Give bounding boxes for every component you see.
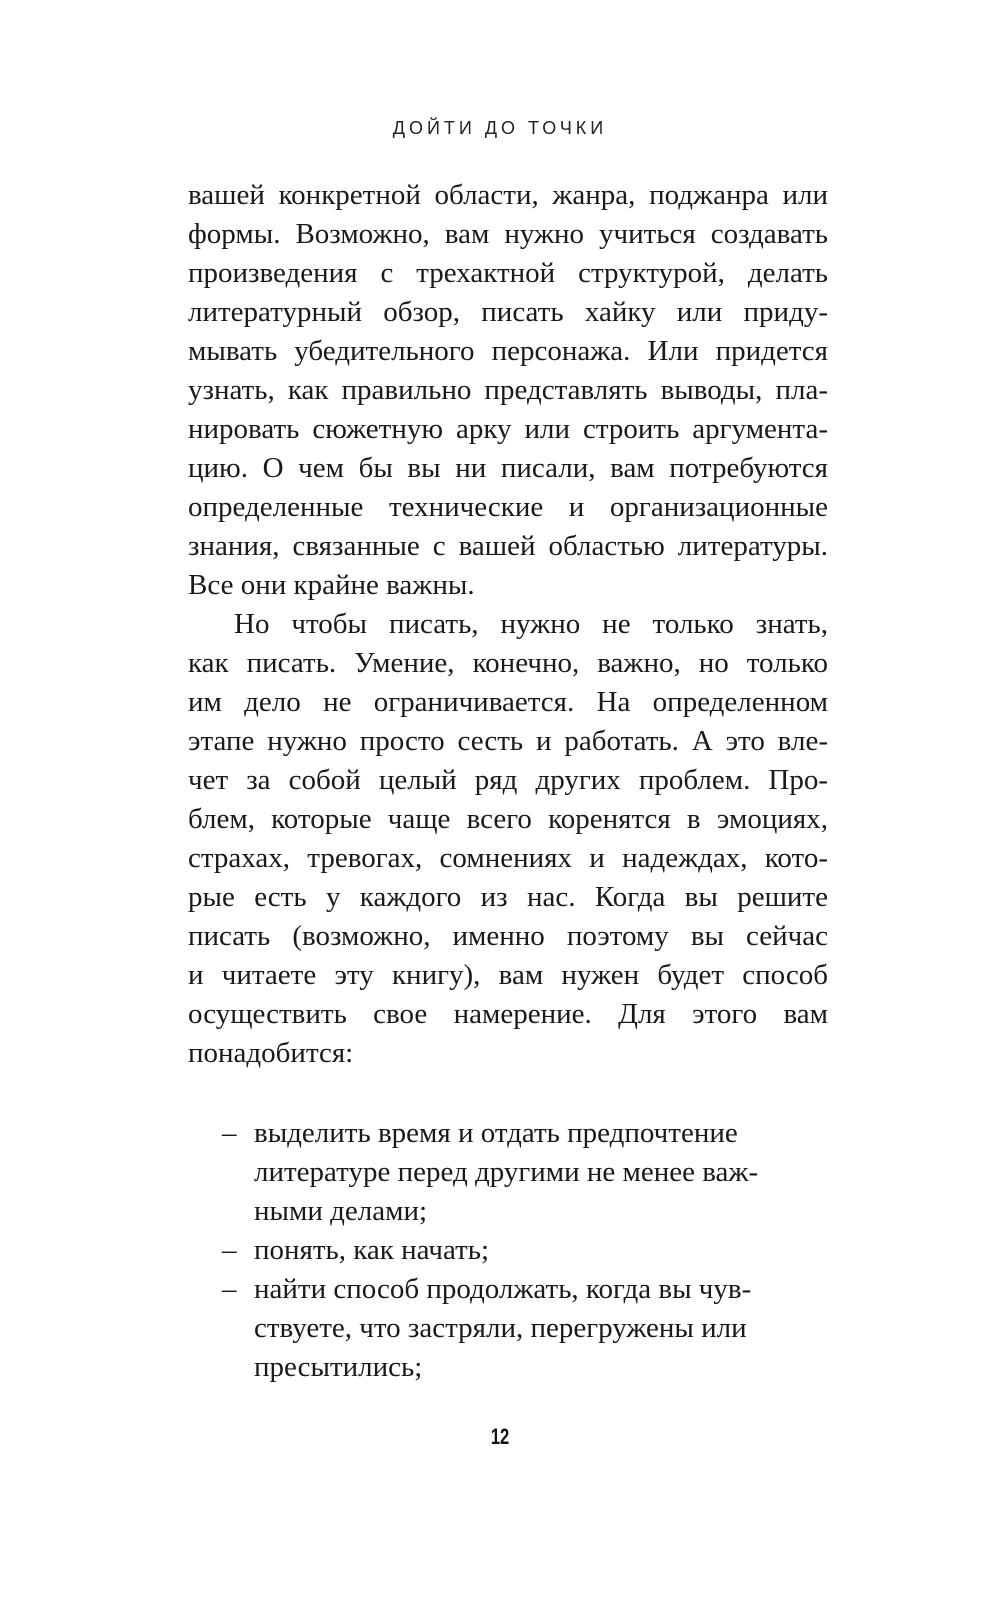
text-line: блем, которые чаще всего коренятся в эмоциях,: [188, 803, 828, 835]
running-head: ДОЙТИ ДО ТОЧКИ: [392, 118, 608, 138]
list-item: [222, 1114, 792, 1231]
list-item: [222, 1231, 792, 1270]
paragraph-1: [188, 176, 828, 605]
text-line: этапе нужно просто сесть и работать. А это вле-: [188, 725, 828, 757]
text-line: Все они крайне важны.: [188, 569, 475, 601]
list-item-text: ствуете, что застряли, перегружены или: [254, 1312, 747, 1344]
text-line: вашей конкретной области, жанра, поджанра или: [188, 179, 828, 211]
text-line: страхах, тревогах, сомнениях и надеждах, кото-: [188, 842, 828, 874]
list-item-text: понять, как начать;: [254, 1234, 490, 1266]
text-line: формы. Возможно, вам нужно учиться создавать: [188, 218, 828, 250]
text-line: как писать. Умение, конечно, важно, но только: [188, 647, 828, 679]
dash-bullet: –: [222, 1117, 237, 1149]
text-line: литературный обзор, писать хайку или приду-: [188, 296, 828, 328]
list-item-text: выделить время и отдать предпочтение: [254, 1117, 738, 1149]
text-line: им дело не ограничивается. На определенном: [188, 686, 828, 718]
body-text: [188, 176, 828, 1073]
text-line: узнать, как правильно представлять выводы, пла-: [188, 374, 828, 406]
dash-bullet: –: [222, 1234, 237, 1266]
list-item-text: ными делами;: [254, 1195, 428, 1227]
list-item: [222, 1270, 792, 1387]
list-item-text: пресытились;: [254, 1351, 423, 1383]
bullet-list: [222, 1114, 792, 1387]
text-line: определенные технические и организационные: [188, 491, 828, 523]
text-line: мывать убедительного персонажа. Или придется: [188, 335, 828, 367]
list-item-text: литературе перед другими не менее важ-: [254, 1156, 759, 1188]
text-line: рые есть у каждого из нас. Когда вы решите: [188, 881, 828, 913]
dash-bullet: –: [222, 1273, 237, 1305]
text-line: знания, связанные с вашей областью литературы.: [188, 530, 828, 562]
text-line: чет за собой целый ряд других проблем. Про-: [188, 764, 828, 796]
page-number: 12: [490, 1424, 510, 1449]
list-item-text: найти способ продолжать, когда вы чув-: [254, 1273, 752, 1305]
text-line: цию. О чем бы вы ни писали, вам потребуются: [188, 452, 828, 484]
text-line: осуществить свое намерение. Для этого вам: [188, 998, 828, 1030]
text-line: понадобится:: [188, 1037, 354, 1069]
text-line: нировать сюжетную арку или строить аргумента-: [188, 413, 828, 445]
text-line: писать (возможно, именно поэтому вы сейчас: [188, 920, 828, 952]
paragraph-2: [188, 605, 828, 1073]
text-line: Но чтобы писать, нужно не только знать,: [234, 608, 828, 640]
text-line: и читаете эту книгу), вам нужен будет способ: [188, 959, 828, 991]
text-line: произведения с трехактной структурой, делать: [188, 257, 828, 289]
